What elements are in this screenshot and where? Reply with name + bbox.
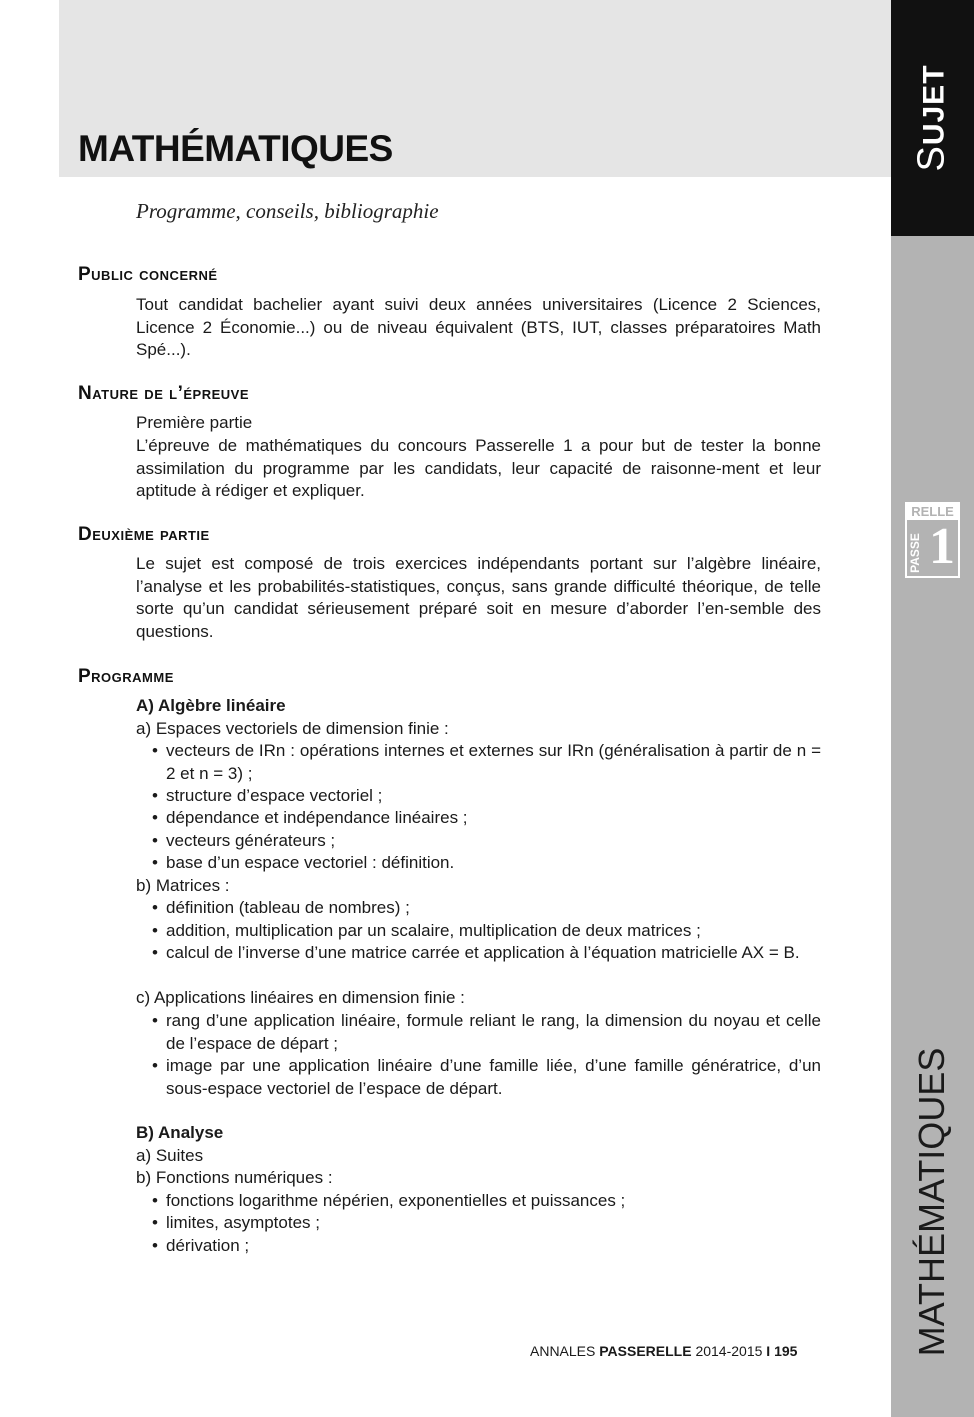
list-item: • vecteurs générateurs ; (152, 830, 821, 853)
analyse-title: B) Analyse (136, 1123, 224, 1142)
logo-passe-text: PASSE (907, 533, 922, 573)
bullet-dot: • (152, 853, 158, 872)
list-item: • dérivation ; (152, 1235, 821, 1258)
page-number: 195 (774, 1343, 798, 1359)
list-item: • vecteurs de IRn : opérations internes et externes sur IRn (généralisation à partir de n = 2 et n = 3) ; (152, 741, 821, 783)
deuxieme-text: Le sujet est composé de trois exercices indépendants portant sur l’algèbre linéaire, l’analyse et les probabilités-statistiques, conçus, sans grande difficulté théorique, de telle sorte qu’un candidat sérieusement préparé soit en mesure d’aborder l’en-semble des questions. (136, 554, 821, 641)
bullet-dot: • (152, 741, 158, 760)
heading-programme: Programme (78, 666, 174, 687)
list-item: • addition, multiplication par un scalaire, multiplication de deux matrices ; (152, 920, 821, 943)
algebre-b-title: b) Matrices : (136, 876, 230, 895)
list-item: • fonctions logarithme népérien, exponentielles et puissances ; (152, 1190, 821, 1213)
bullet-dot: • (152, 1056, 158, 1075)
list-item: • image par une application linéaire d’une famille liée, d’une famille génératrice, d’un sous-espace vectoriel de l’espace de départ. (152, 1056, 821, 1098)
bullet-dot: • (152, 1236, 158, 1255)
heading-deuxieme: Deuxième partie (78, 524, 210, 545)
public-text: Tout candidat bachelier ayant suivi deux années universitaires (Licence 2 Sciences, Licence 2 Économie...) ou de niveau équivalent (BTS, IUT, classes préparatoires Math Spé...). (136, 295, 821, 359)
logo-number: 1 (929, 518, 955, 575)
footer-prefix: ANNALES (530, 1343, 596, 1359)
nature-part-label: Première partie (136, 413, 253, 432)
bullet-dot: • (152, 898, 158, 917)
footer-separator: I (766, 1343, 771, 1359)
footer-years: 2014-2015 (695, 1343, 763, 1359)
algebre-c-title: c) Applications linéaires en dimension finie : (136, 988, 465, 1007)
list-item: • base d’un espace vectoriel : définition. (152, 852, 821, 875)
list-item: • dépendance et indépendance linéaires ; (152, 807, 821, 830)
bullet-dot: • (152, 921, 158, 940)
page-title: MATHÉMATIQUES (78, 128, 393, 169)
list-item: • structure d’espace vectoriel ; (152, 785, 821, 808)
sujet-label (911, 64, 954, 171)
bullet-dot: • (152, 1191, 158, 1210)
algebre-title: A) Algèbre linéaire (136, 696, 286, 715)
nature-text: L’épreuve de mathématiques du concours Passerelle 1 a pour but de tester la bonne assimilation du programme par les candidats, leur capacité de raisonne-ment et leur aptitude à rédiger et expliquer. (136, 436, 821, 500)
list-item: • calcul de l’inverse d’une matrice carrée et application à l’équation matricielle AX = B. (152, 942, 821, 965)
analyse-a-title: a) Suites (136, 1146, 204, 1165)
list-item: • définition (tableau de nombres) ; (152, 897, 821, 920)
list-item: • limites, asymptotes ; (152, 1212, 821, 1235)
heading-public: Public concerné (78, 264, 218, 285)
bullet-dot: • (152, 808, 158, 827)
page-footer (530, 1343, 797, 1359)
page-subtitle: Programme, conseils, bibliographie (136, 199, 439, 223)
footer-brand: PASSERELLE (599, 1343, 692, 1359)
algebre-a-title: a) Espaces vectoriels de dimension finie : (136, 719, 449, 738)
list-item: • rang d’une application linéaire, formule reliant le rang, la dimension du noyau et celle de l’espace de départ ; (152, 1011, 821, 1053)
heading-nature: Nature de l’épreuve (78, 383, 249, 404)
passerelle-logo (905, 502, 960, 578)
sidebar-subject-title: MATHÉMATIQUES (911, 1047, 952, 1357)
logo-relle-text: RELLE (907, 504, 958, 520)
bullet-dot: • (152, 943, 158, 962)
bullet-dot: • (152, 1011, 158, 1030)
bullet-dot: • (152, 831, 158, 850)
bullet-dot: • (152, 1213, 158, 1232)
bullet-dot: • (152, 786, 158, 805)
sujet-rest: UJET (917, 64, 951, 146)
sujet-initial: S (910, 145, 953, 172)
analyse-b-title: b) Fonctions numériques : (136, 1168, 333, 1187)
